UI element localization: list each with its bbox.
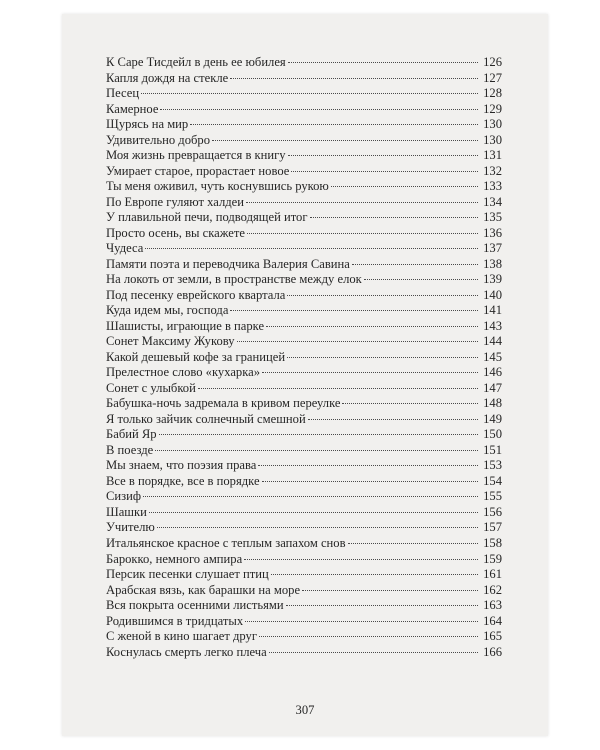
toc-entry-title: Родившимся в тридцатых [106,613,244,628]
toc-entry [106,381,502,397]
toc-entry [106,583,502,599]
toc-entry-title: Сонет с улыбкой [106,380,196,395]
toc-dot-leader [286,605,478,606]
toc-entry-page: 156 [483,504,502,519]
toc-entry-page: 149 [483,411,502,426]
toc-entry-title: Учителю [106,520,155,535]
toc-dot-leader [259,636,478,637]
toc-entry-title: Шашисты, играющие в парке [106,318,265,333]
toc-entry-page: 127 [483,70,502,85]
toc-entry-page: 165 [483,629,502,644]
toc-entry-title: Я только зайчик солнечный смешной [106,411,306,426]
toc-entry-title: Коснулась смерть легко плеча [106,644,267,659]
toc-entry-title: Какой дешевый кофе за границей [106,349,286,364]
toc-dot-leader [364,279,478,280]
toc-dot-leader [230,310,478,311]
toc-entry [106,210,502,226]
toc-entry-title: Все в порядке, все в порядке [106,473,260,488]
toc-entry-title: С женой в кино шагает друг [106,629,258,644]
toc-entry-title: Сизиф [106,489,142,504]
toc-entry-page: 126 [483,55,502,69]
toc-dot-leader [287,295,478,296]
toc-entry-title: Арабская вязь, как барашки на море [106,582,301,597]
toc-dot-leader [262,481,478,482]
toc-entry-page: 157 [483,520,502,535]
toc-entry [106,133,502,149]
toc-entry-title: Под песенку еврейского квартала [106,287,286,302]
toc-entry [106,536,502,552]
toc-entry-page: 141 [483,303,502,318]
toc-entry-page: 130 [483,117,502,132]
toc-entry-page: 162 [483,582,502,597]
toc-entry [106,443,502,459]
toc-entry [106,458,502,474]
toc-entry [106,520,502,536]
toc-dot-leader [160,109,478,110]
toc-entry [106,179,502,195]
toc-entry-page: 128 [483,86,502,101]
toc-entry-title: В поезде [106,442,154,457]
toc-entry [106,396,502,412]
book-page [62,14,548,736]
toc-entry-page: 150 [483,427,502,442]
toc-dot-leader [244,559,478,560]
toc-entry-title: По Европе гуляют халдеи [106,194,244,209]
toc-entry [106,334,502,350]
toc-dot-leader [143,496,478,497]
toc-dot-leader [246,202,478,203]
toc-entry-page: 166 [483,644,502,659]
toc-entry-title: У плавильной печи, подводящей итог [106,210,308,225]
toc-entry [106,195,502,211]
toc-dot-leader [266,326,478,327]
page-number: 307 [295,703,315,717]
toc-entry-title: Сонет Максиму Жукову [106,334,235,349]
toc-entry-title: Песец [106,86,140,101]
toc-dot-leader [302,590,478,591]
toc-entry-title: Шашки [106,504,147,519]
toc-entry-page: 143 [483,318,502,333]
toc-entry [106,303,502,319]
toc-entry-page: 130 [483,132,502,147]
toc-entry-page: 139 [483,272,502,287]
toc-entry-page: 129 [483,101,502,116]
toc-entry [106,365,502,381]
toc-dot-leader [159,434,478,435]
toc-entry [106,288,502,304]
toc-entry-title: Просто осень, вы скажете [106,225,245,240]
toc-entry-page: 137 [483,241,502,256]
toc-entry-title: Удивительно добро [106,132,210,147]
toc-dot-leader [212,140,478,141]
toc-dot-leader [308,419,478,420]
toc-entry-title: Памяти поэта и переводчика Валерия Савина [106,256,350,271]
toc-entry-page: 155 [483,489,502,504]
toc-entry-title: Камерное [106,101,159,116]
toc-entry-page: 163 [483,598,502,613]
toc-entry-title: Мы знаем, что поэзия права [106,458,257,473]
toc-entry [106,272,502,288]
toc-entry-title: К Саре Тисдейл в день ее юбилея [106,55,286,69]
toc-entry-page: 158 [483,535,502,550]
toc-entry [106,567,502,583]
toc-entry [106,164,502,180]
toc-entry-page: 145 [483,349,502,364]
toc-entry [106,489,502,505]
toc-entry-page: 154 [483,473,502,488]
toc-entry [106,226,502,242]
toc-dot-leader [155,450,478,451]
toc-entry-page: 151 [483,442,502,457]
toc-dot-leader [258,465,478,466]
toc-entry-title: Куда идем мы, господа [106,303,229,318]
toc-entry [106,71,502,87]
toc-entry-title: Ты меня оживил, чуть коснувшись рукою [106,179,329,194]
toc-entry [106,148,502,164]
toc-entry [106,102,502,118]
toc-dot-leader [190,124,478,125]
toc-entry-page: 144 [483,334,502,349]
toc-dot-leader [331,186,478,187]
toc-entry [106,474,502,490]
toc-dot-leader [269,652,478,653]
toc-dot-leader [157,527,478,528]
toc-dot-leader [271,574,478,575]
toc-entry [106,86,502,102]
toc-entry-title: Моя жизнь превращается в книгу [106,148,286,163]
toc-dot-leader [198,388,478,389]
toc-entry-page: 148 [483,396,502,411]
toc-entry [106,117,502,133]
toc-entry-title: Персик песенки слушает птиц [106,567,269,582]
toc-entry [106,427,502,443]
toc-entry [106,552,502,568]
toc-entry [106,598,502,614]
toc-entry-title: Итальянское красное с теплым запахом снов [106,535,346,550]
toc-dot-leader [352,264,478,265]
toc-entry-page: 164 [483,613,502,628]
toc-dot-leader [262,372,478,373]
toc-entry [106,55,502,71]
toc-entry-title: Бабий Яр [106,427,157,442]
toc-entry-title: На локоть от земли, в пространстве между елок [106,272,362,287]
toc-entry-page: 161 [483,567,502,582]
toc-entry [106,257,502,273]
toc-entry [106,412,502,428]
toc-entry-page: 135 [483,210,502,225]
toc-dot-leader [247,233,478,234]
toc-dot-leader [145,248,478,249]
toc-entry [106,350,502,366]
toc-dot-leader [288,155,478,156]
toc-dot-leader [237,341,478,342]
toc-entry-title: Чудеса [106,241,144,256]
toc-dot-leader [230,78,478,79]
toc-entry-title: Барокко, немного ампира [106,551,243,566]
toc-entry-title: Умирает старое, прорастает новое [106,163,290,178]
toc-entry-page: 159 [483,551,502,566]
table-of-contents [106,55,502,660]
toc-dot-leader [288,62,478,63]
toc-entry-title: Вся покрыта осенними листьями [106,598,284,613]
toc-dot-leader [245,621,478,622]
toc-dot-leader [310,217,479,218]
toc-entry-page: 136 [483,225,502,240]
toc-entry [106,614,502,630]
toc-entry [106,645,502,661]
toc-entry [106,505,502,521]
toc-entry-title: Капля дождя на стекле [106,70,229,85]
toc-entry-page: 134 [483,194,502,209]
toc-entry-page: 138 [483,256,502,271]
toc-entry-title: Бабушка-ночь задремала в кривом переулке [106,396,341,411]
toc-entry-page: 153 [483,458,502,473]
toc-dot-leader [342,403,478,404]
toc-entry [106,241,502,257]
toc-entry [106,629,502,645]
toc-entry-page: 140 [483,287,502,302]
toc-dot-leader [348,543,478,544]
toc-dot-leader [141,93,478,94]
toc-dot-leader [149,512,478,513]
toc-entry-page: 132 [483,163,502,178]
toc-entry-page: 131 [483,148,502,163]
toc-entry-title: Прелестное слово «кухарка» [106,365,261,380]
toc-entry-page: 146 [483,365,502,380]
toc-entry-page: 133 [483,179,502,194]
toc-entry-page: 147 [483,380,502,395]
toc-dot-leader [291,171,478,172]
toc-entry [106,319,502,335]
toc-entry-title: Щурясь на мир [106,117,189,132]
toc-dot-leader [287,357,478,358]
